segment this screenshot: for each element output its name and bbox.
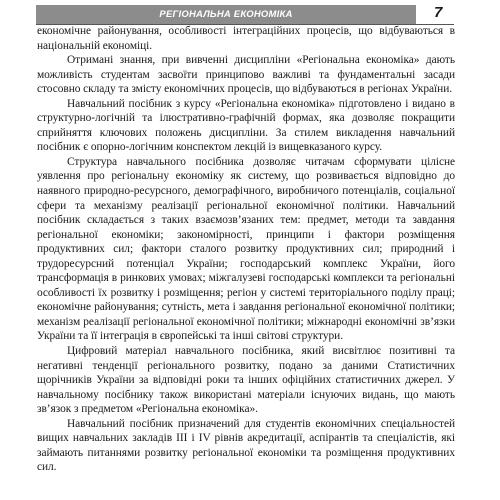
page-number: 7	[434, 4, 443, 21]
paragraph-continued: економічне районування, особливості інтеграційних процесів, що відбуваються в національній економіці.	[37, 25, 455, 52]
page-body	[37, 24, 455, 475]
paragraph: Цифровий матеріал навчального посібника, який висвітлює позитивні та негативні тенденції регіонального розвитку, подано за даними Статистичних щорічників України за відповідні роки та інших офіційних статистичних джерел. У навчальному посібнику також використані матеріали існуючих видань, що мають зв’язок з предметом «Регіональна економіка».	[37, 345, 455, 416]
running-header-title: РЕГІОНАЛЬНА ЕКОНОМІКА	[159, 9, 293, 20]
paragraph: Структура навчального посібника дозволяє читачам сформувати цілісне уявлення про регіональну економіку як систему, що розвивається відповідно до наявного природно-ресурсного, демографічного, виробничого потенціалів, соціальної сфери та механізму реалізації регіональної економічної політики. Навчальний посібник складається з таких взаємозв’язаних тем: предмет, методи та завдання регіональної економіки; закономірності, принципи і фактори розміщення продуктивних сил; фактори сталого розвитку продуктивних сил; природний і трудоресурсний потенціал України; господарський комплекс України, його трансформація в ринкових умовах; міжгалузеві господарські комплекси та регіональні особливості їх розвитку і розміщення; регіон у системі територіального поділу праці; економічне районування; сутність, мета і завдання регіональної економічної політики; механізм реалізації регіональної економічної політики; міжнародні економічні зв’язки України та її інтеграція в європейські та інші світові структури.	[37, 155, 455, 343]
paragraph: Навчальний посібник з курсу «Регіональна економіка» підготовлено і видано в структурно-логічній та ілюстративно-графічній формах, яка дозволяє покращити сприйняття ключових положень дисципліни. За стилем викладення навчальний посібник є опорно-логічним конспектом лекцій із вищевказаного курсу.	[37, 97, 455, 154]
paragraph: Навчальний посібник призначений для студентів економічних спеціальностей вищих навчальних закладів ІІІ і IV рівнів акредитації, аспірантів та спеціалістів, які займають питаннями розвитку регіональної економіки та розміщення продуктивних сил.	[37, 417, 455, 474]
paragraph: Отримані знання, при вивченні дисципліни «Регіональна економіка» дають можливість студентам засвоїти принципово важливі та фундаментальні засади стосовно складу та змісту економічних процесів, що відбуваються в регіонах України.	[37, 54, 455, 96]
running-header-band	[36, 5, 416, 24]
